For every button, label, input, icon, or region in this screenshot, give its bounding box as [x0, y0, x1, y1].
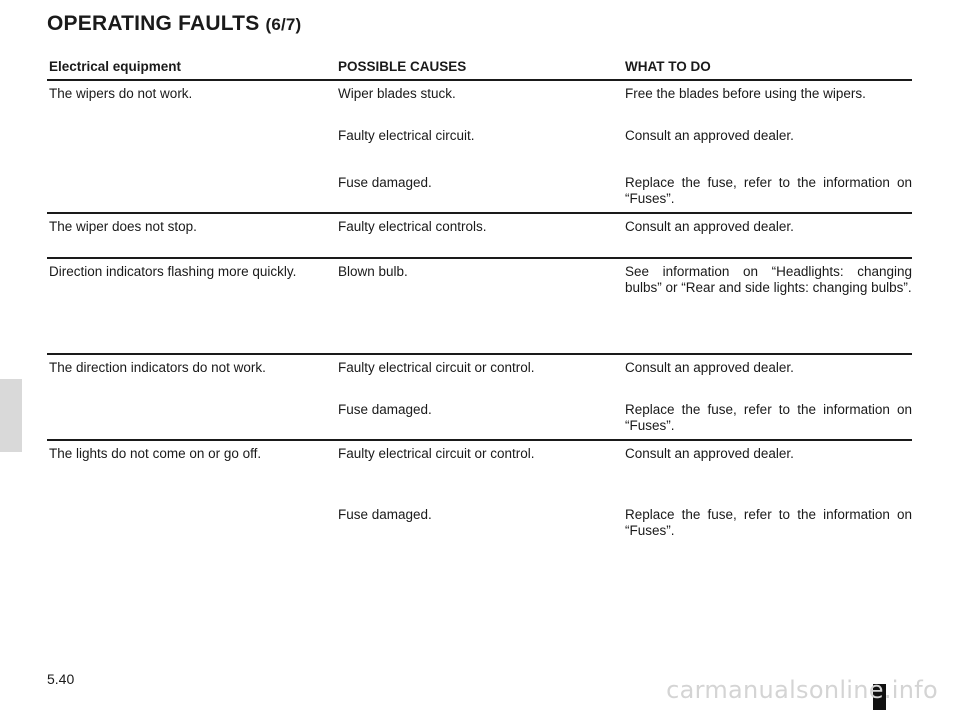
action-cell: Free the blades before using the wipers. — [625, 86, 866, 101]
action-cell: Consult an approved dealer. — [625, 446, 794, 461]
cause-cell: Fuse damaged. — [338, 175, 432, 190]
equipment-cell: The lights do not come on or go off. — [49, 446, 262, 461]
action-cell: Consult an approved dealer. — [625, 128, 794, 143]
title-text: OPERATING FAULTS — [47, 12, 260, 35]
fault-group-wipers-not-working — [47, 81, 912, 212]
action-cell: See information on “Headlights: changing bulbs” or “Rear and side lights: changing bulbs”. — [625, 264, 912, 295]
cause-cell: Faulty electrical circuit or control. — [338, 446, 535, 461]
fault-group-indicators-fast — [47, 259, 912, 353]
title-page-indicator: (6/7) — [265, 15, 302, 34]
page-title — [47, 12, 301, 36]
table-header-row — [47, 57, 912, 79]
cause-cell: Fuse damaged. — [338, 402, 432, 417]
column-header-equipment: Electrical equipment — [49, 59, 182, 74]
faults-table — [47, 57, 912, 551]
equipment-cell: Direction indicators flashing more quickly. — [49, 264, 297, 279]
page-number: 5.40 — [47, 671, 75, 687]
cause-cell: Faulty electrical circuit. — [338, 128, 475, 143]
column-header-causes: POSSIBLE CAUSES — [338, 59, 467, 74]
cause-cell: Blown bulb. — [338, 264, 408, 279]
action-cell: Consult an approved dealer. — [625, 219, 794, 234]
action-cell: Consult an approved dealer. — [625, 360, 794, 375]
fault-group-wiper-not-stopping — [47, 214, 912, 257]
action-cell: Replace the fuse, refer to the information on “Fuses”. — [625, 175, 912, 206]
chapter-side-tab — [0, 379, 22, 452]
cause-cell: Faulty electrical controls. — [338, 219, 487, 234]
column-header-what-to-do: WHAT TO DO — [625, 59, 711, 74]
fault-group-lights — [47, 441, 912, 551]
equipment-cell: The wipers do not work. — [49, 86, 193, 101]
equipment-cell: The direction indicators do not work. — [49, 360, 266, 375]
cause-cell: Faulty electrical circuit or control. — [338, 360, 535, 375]
equipment-cell: The wiper does not stop. — [49, 219, 197, 234]
cause-cell: Fuse damaged. — [338, 507, 432, 522]
action-cell: Replace the fuse, refer to the information on “Fuses”. — [625, 402, 912, 433]
fault-group-indicators-not-working — [47, 355, 912, 439]
cause-cell: Wiper blades stuck. — [338, 86, 456, 101]
site-watermark: carmanualsonline.info — [666, 676, 938, 704]
action-cell: Replace the fuse, refer to the information on “Fuses”. — [625, 507, 912, 538]
